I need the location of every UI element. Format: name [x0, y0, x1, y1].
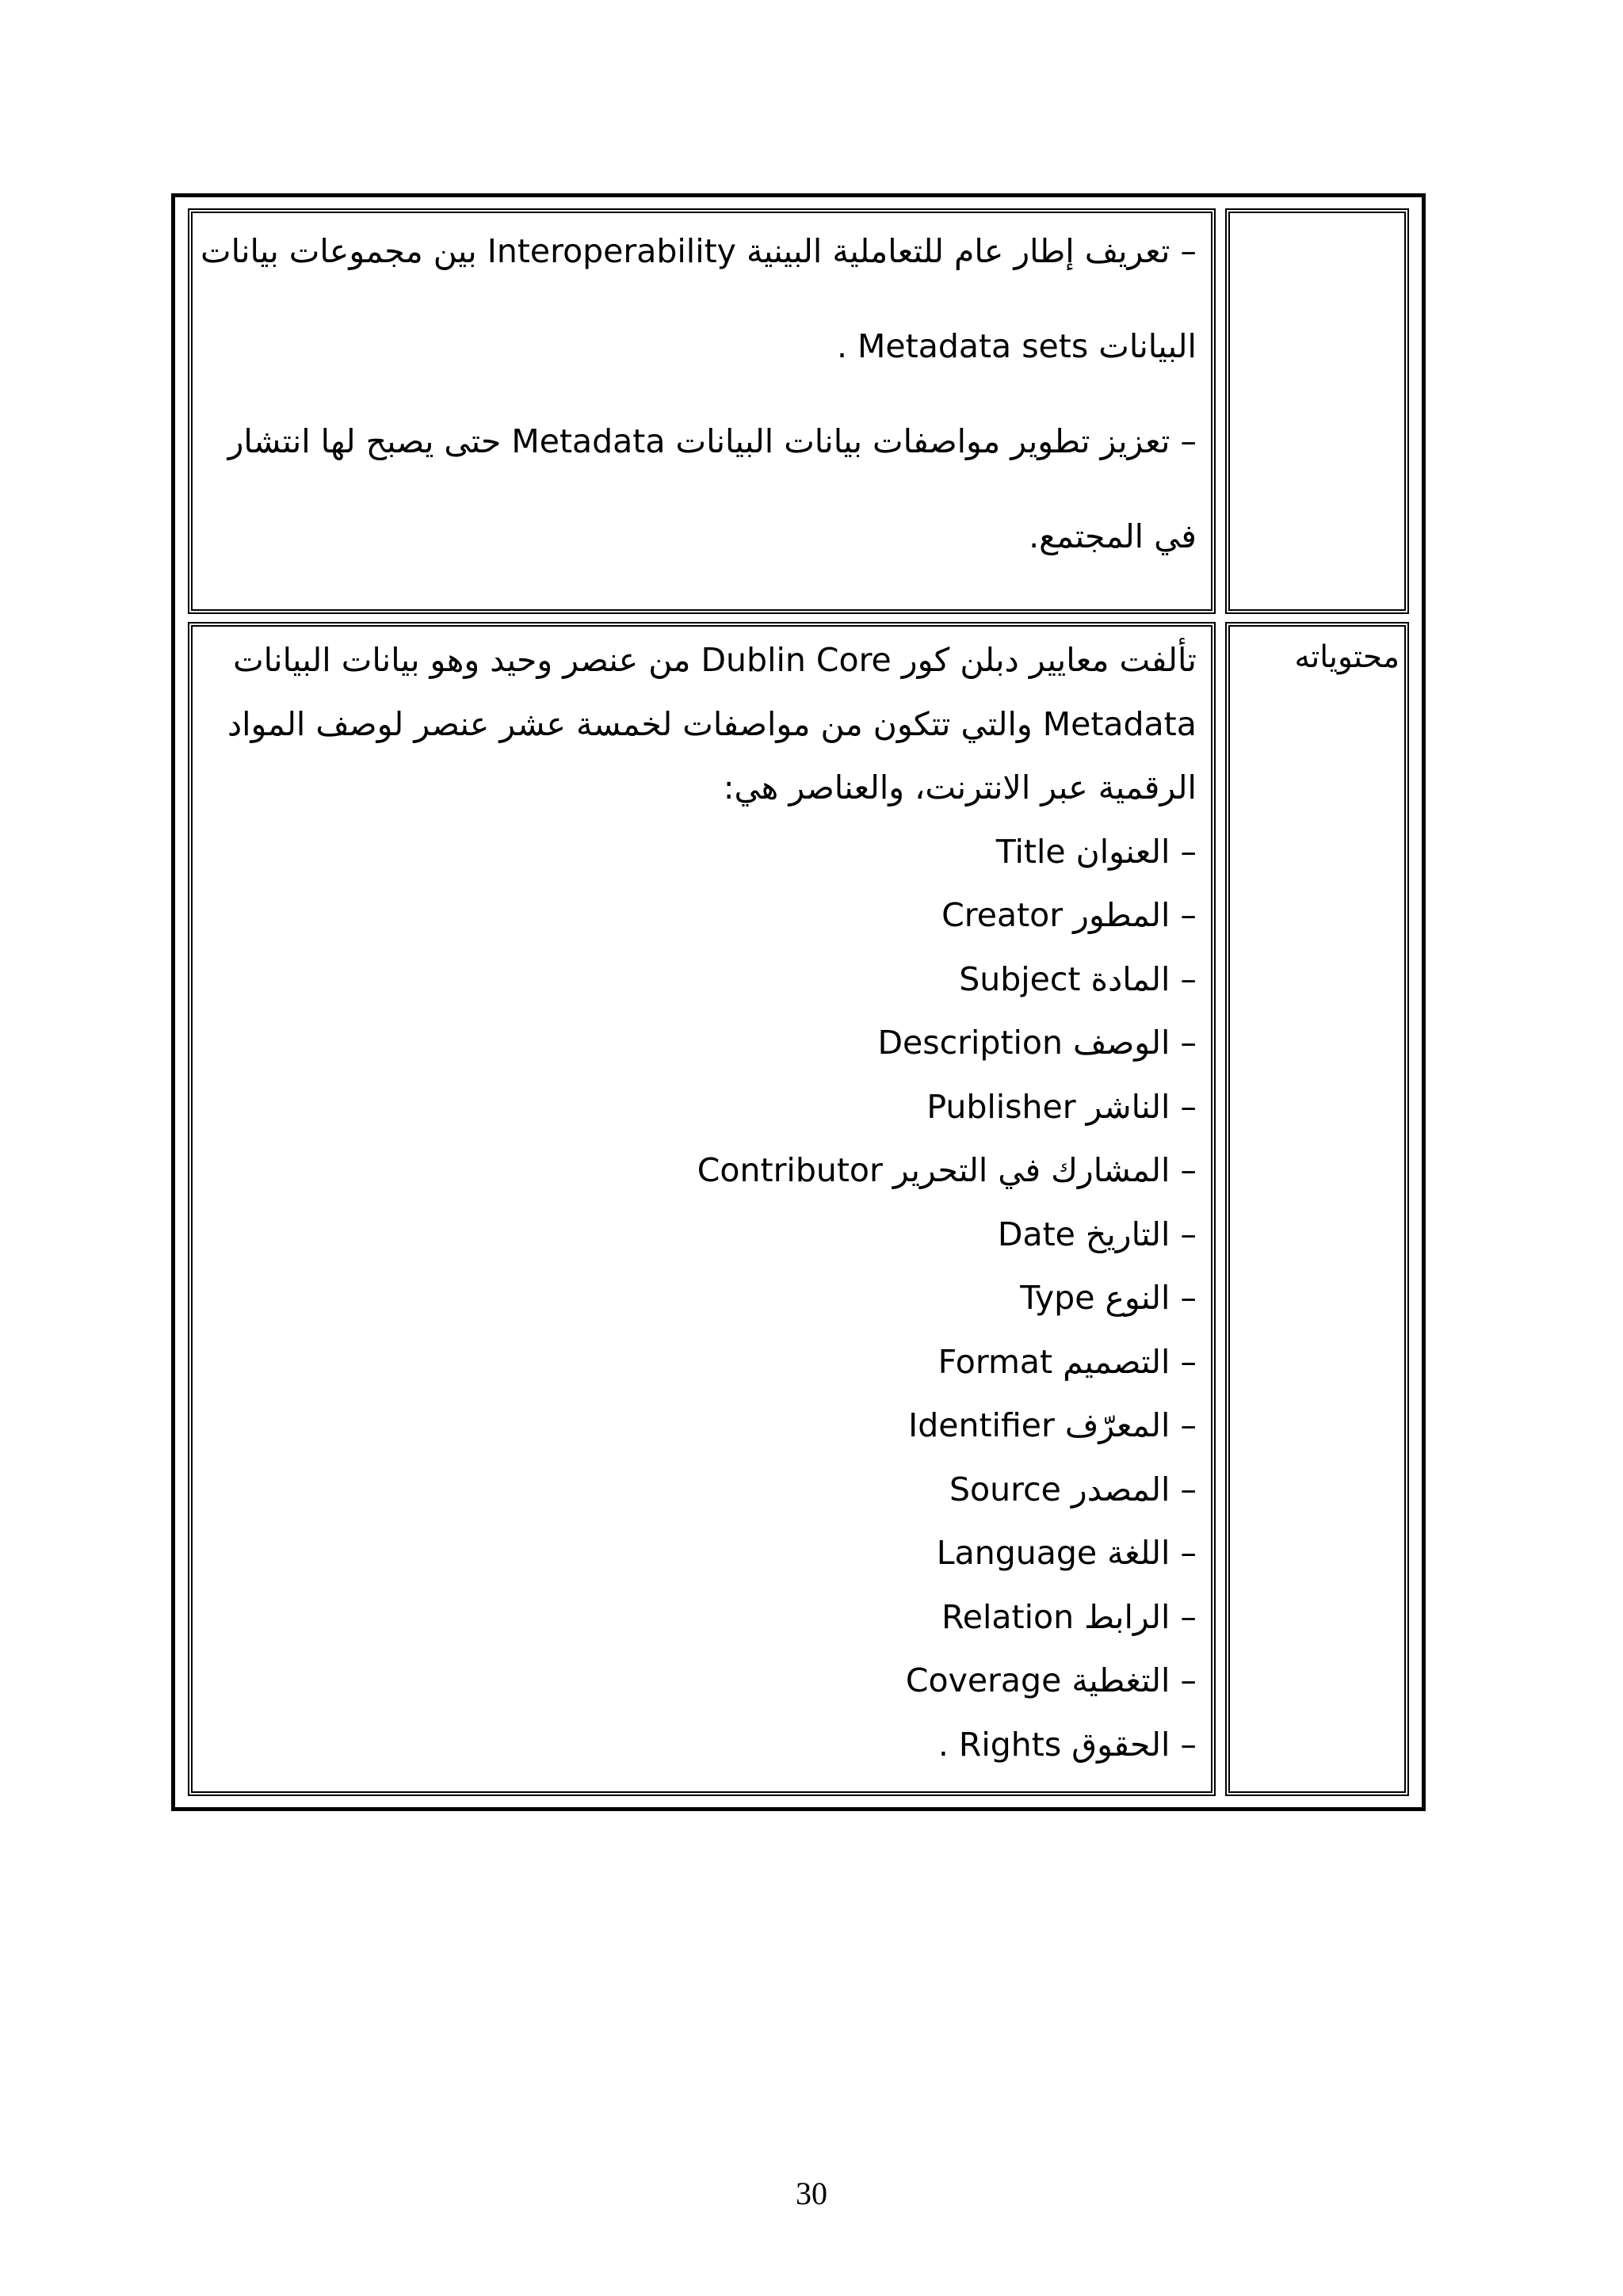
row-content [188, 208, 1216, 614]
list-item: – التصميم Format [938, 1342, 1197, 1381]
element-list [200, 820, 1197, 1777]
list-item: – المادة Subject [959, 959, 1197, 998]
text-line: – تعريف إطار عام للتعاملية البينية Interoperability بين مجموعات بيانات [200, 232, 1197, 270]
text-line: – تعزيز تطوير مواصفات بيانات البيانات Metadata حتى يصبح لها انتشار [227, 422, 1197, 460]
list-item: – المصدر Source [949, 1470, 1197, 1508]
list-item: – المشارك في التحرير Contributor [697, 1151, 1197, 1189]
text-line: الرقمية عبر الانترنت، والعناصر هي: [723, 769, 1197, 807]
list-item: – التاريخ Date [997, 1215, 1197, 1253]
content-table [171, 193, 1426, 1811]
row-label [1225, 208, 1409, 614]
list-item: – المطور Creator [941, 896, 1197, 934]
list-item: – الحقوق Rights . [938, 1725, 1197, 1764]
list-item: – المعرّف Identifier [908, 1406, 1197, 1444]
list-item: – الرابط Relation [941, 1597, 1197, 1636]
text-line: البيانات Metadata sets . [836, 327, 1197, 365]
page-number: 30 [796, 2176, 827, 2211]
list-item: – التغطية Coverage [905, 1661, 1197, 1699]
text-line: Metadata والتي تتكون من مواصفات لخمسة عشر عنصر لوصف المواد [227, 704, 1197, 743]
table-row [188, 622, 1409, 1796]
list-item: – اللغة Language [936, 1534, 1197, 1572]
text-line: في المجتمع. [1029, 517, 1197, 555]
row-content [188, 622, 1216, 1796]
table-row [188, 208, 1409, 614]
text-line: تألفت معايير دبلن كور Dublin Core من عنصر وحيد وهو بيانات البيانات [233, 641, 1197, 679]
intro-paragraph [200, 628, 1197, 820]
list-item: – العنوان Title [995, 832, 1197, 871]
list-item: – الناشر Publisher [926, 1087, 1197, 1126]
row-label: محتوياته [1225, 622, 1409, 1796]
list-item: – الوصف Description [877, 1024, 1197, 1062]
list-item: – النوع Type [1020, 1279, 1197, 1317]
